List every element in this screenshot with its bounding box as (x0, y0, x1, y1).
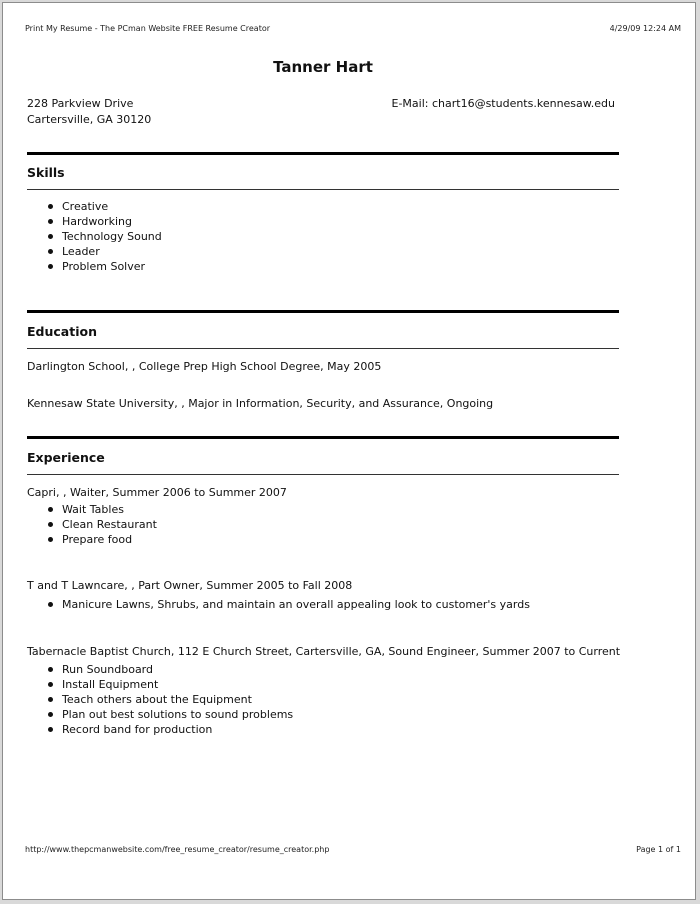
list-item: Creative (47, 199, 162, 214)
job-title: T and T Lawncare, , Part Owner, Summer 2005 to Fall 2008 (27, 579, 353, 592)
section-underline (27, 474, 619, 475)
list-item: Run Soundboard (47, 662, 293, 677)
list-item: Technology Sound (47, 229, 162, 244)
section-divider (27, 152, 619, 155)
list-item: Prepare food (47, 532, 157, 547)
job-title: Capri, , Waiter, Summer 2006 to Summer 2007 (27, 486, 287, 499)
list-item: Clean Restaurant (47, 517, 157, 532)
job-duties (47, 662, 293, 737)
address-line-2: Cartersville, GA 30120 (27, 113, 152, 126)
section-underline (27, 189, 619, 190)
skills-heading: Skills (27, 165, 65, 180)
list-item: Hardworking (47, 214, 162, 229)
print-header-datetime: 4/29/09 12:24 AM (609, 24, 681, 33)
job-duties (47, 502, 157, 547)
list-item: Wait Tables (47, 502, 157, 517)
resume-name: Tanner Hart (273, 58, 373, 76)
job-title: Tabernacle Baptist Church, 112 E Church Street, Cartersville, GA, Sound Engineer, Summer 2007 to Current (27, 645, 621, 658)
education-entry: Kennesaw State University, , Major in Information, Security, and Assurance, Ongoing (27, 397, 494, 410)
list-item: Manicure Lawns, Shrubs, and maintain an overall appealing look to customer's yards (47, 597, 530, 612)
print-footer-url: http://www.thepcmanwebsite.com/free_resume_creator/resume_creator.php (25, 845, 330, 854)
section-divider (27, 310, 619, 313)
list-item: Record band for production (47, 722, 293, 737)
list-item: Plan out best solutions to sound problems (47, 707, 293, 722)
skills-list (47, 199, 162, 274)
print-header-title: Print My Resume - The PCman Website FREE Resume Creator (25, 24, 271, 33)
email: E-Mail: chart16@students.kennesaw.edu (391, 97, 615, 110)
education-entry: Darlington School, , College Prep High School Degree, May 2005 (27, 360, 382, 373)
address-line-1: 228 Parkview Drive (27, 97, 134, 110)
list-item: Install Equipment (47, 677, 293, 692)
section-divider (27, 436, 619, 439)
list-item: Leader (47, 244, 162, 259)
print-footer-page: Page 1 of 1 (636, 845, 681, 854)
experience-heading: Experience (27, 450, 105, 465)
resume-page (2, 2, 696, 900)
job-duties (47, 597, 530, 612)
list-item: Teach others about the Equipment (47, 692, 293, 707)
section-underline (27, 348, 619, 349)
list-item: Problem Solver (47, 259, 162, 274)
education-heading: Education (27, 324, 97, 339)
